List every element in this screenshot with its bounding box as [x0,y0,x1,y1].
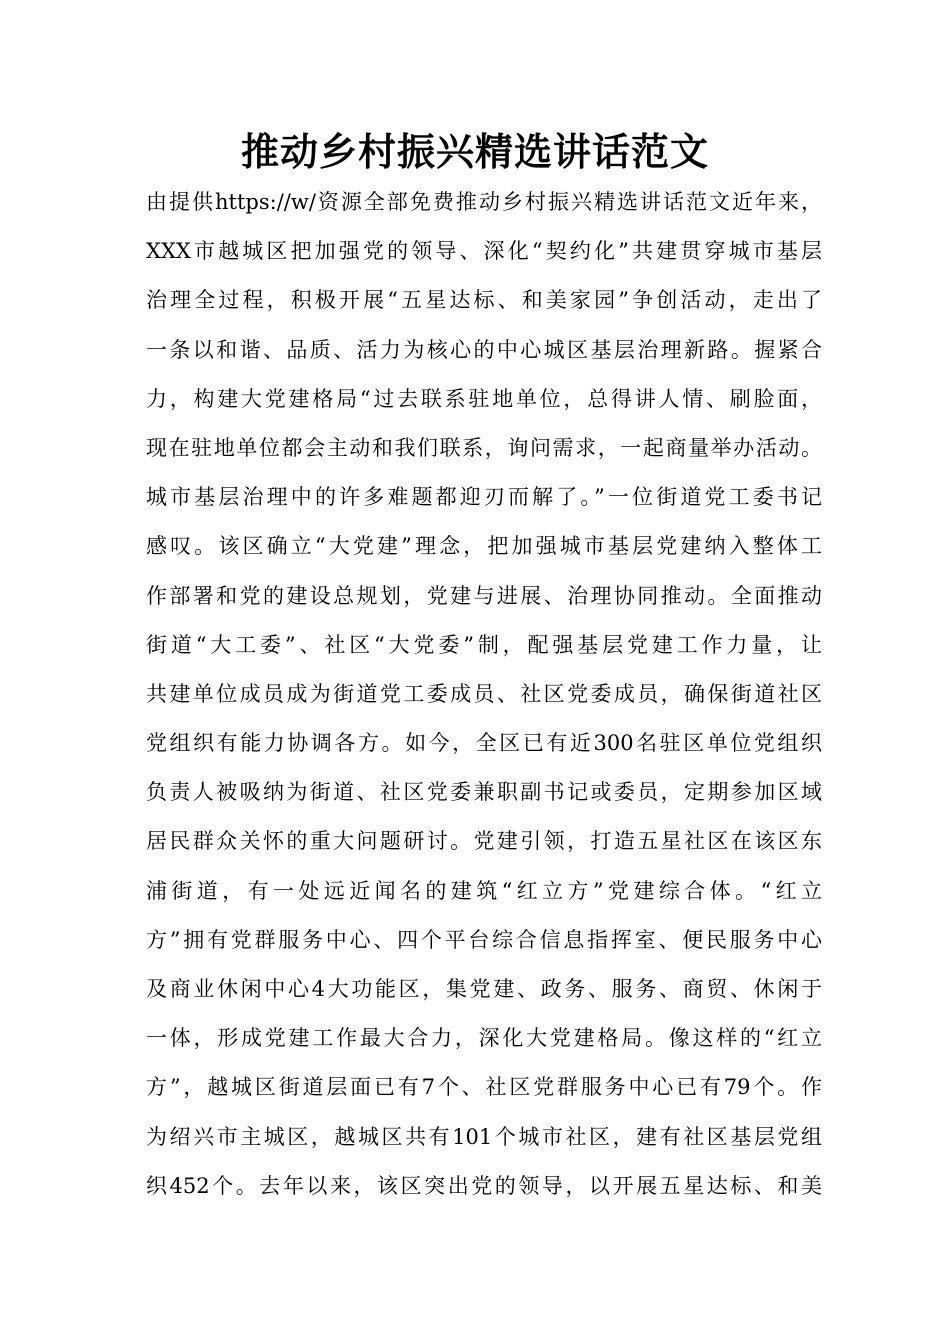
body-line: 共建单位成员成为街道党工委成员、社区党委成员，确保街道社区 [146,681,822,706]
document-title: 推动乡村振兴精选讲话范文 [240,130,709,174]
body-line: 由提供https://w/资源全部免费推动乡村振兴精选讲话范文近年来， [146,190,822,214]
body-line: 治理全过程，积极开展“五星达标、和美家园”争创活动，走出了 [146,288,822,313]
body-line: XXX市越城区把加强党的领导、深化“契约化”共建贯穿城市基层 [146,239,822,264]
body-line: 街道“大工委”、社区“大党委”制，配强基层党建工作力量，让 [146,632,822,657]
body-line: 感叹。该区确立“大党建”理念，把加强城市基层党建纳入整体工 [146,534,822,559]
document-body [146,178,822,1211]
body-line: 一体，形成党建工作最大合力，深化大党建格局。像这样的“红立 [146,1026,822,1051]
body-line: 现在驻地单位都会主动和我们联系，询问需求，一起商量举办活动。 [146,435,822,460]
body-line: 党组织有能力协调各方。如今，全区已有近300名驻区单位党组织 [146,731,822,756]
body-line: 负责人被吸纳为街道、社区党委兼职副书记或委员，定期参加区域 [146,780,822,805]
body-line: 及商业休闲中心4大功能区，集党建、政务、服务、商贸、休闲于 [146,977,822,1001]
body-line: 织452个。去年以来，该区突出党的领导，以开展五星达标、和美 [146,1173,822,1198]
body-line: 居民群众关怀的重大问题研讨。党建引领，打造五星社区在该区东 [146,829,822,854]
body-line: 浦街道，有一处远近闻名的建筑“红立方”党建综合体。“红立 [146,878,822,903]
body-line: 一条以和谐、品质、活力为核心的中心城区基层治理新路。握紧合 [146,337,822,362]
body-line: 方”，越城区街道层面已有7个、社区党群服务中心已有79个。作 [146,1075,822,1100]
body-line: 方”拥有党群服务中心、四个平台综合信息指挥室、便民服务中心 [146,927,822,952]
body-line: 作部署和党的建设总规划，党建与进展、治理协同推动。全面推动 [146,583,822,608]
body-line: 为绍兴市主城区，越城区共有101个城市社区，建有社区基层党组 [146,1124,822,1149]
body-line: 城市基层治理中的许多难题都迎刃而解了。”一位街道党工委书记 [146,485,822,510]
body-line: 力，构建大党建格局“过去联系驻地单位，总得讲人情、刷脸面， [146,386,822,411]
